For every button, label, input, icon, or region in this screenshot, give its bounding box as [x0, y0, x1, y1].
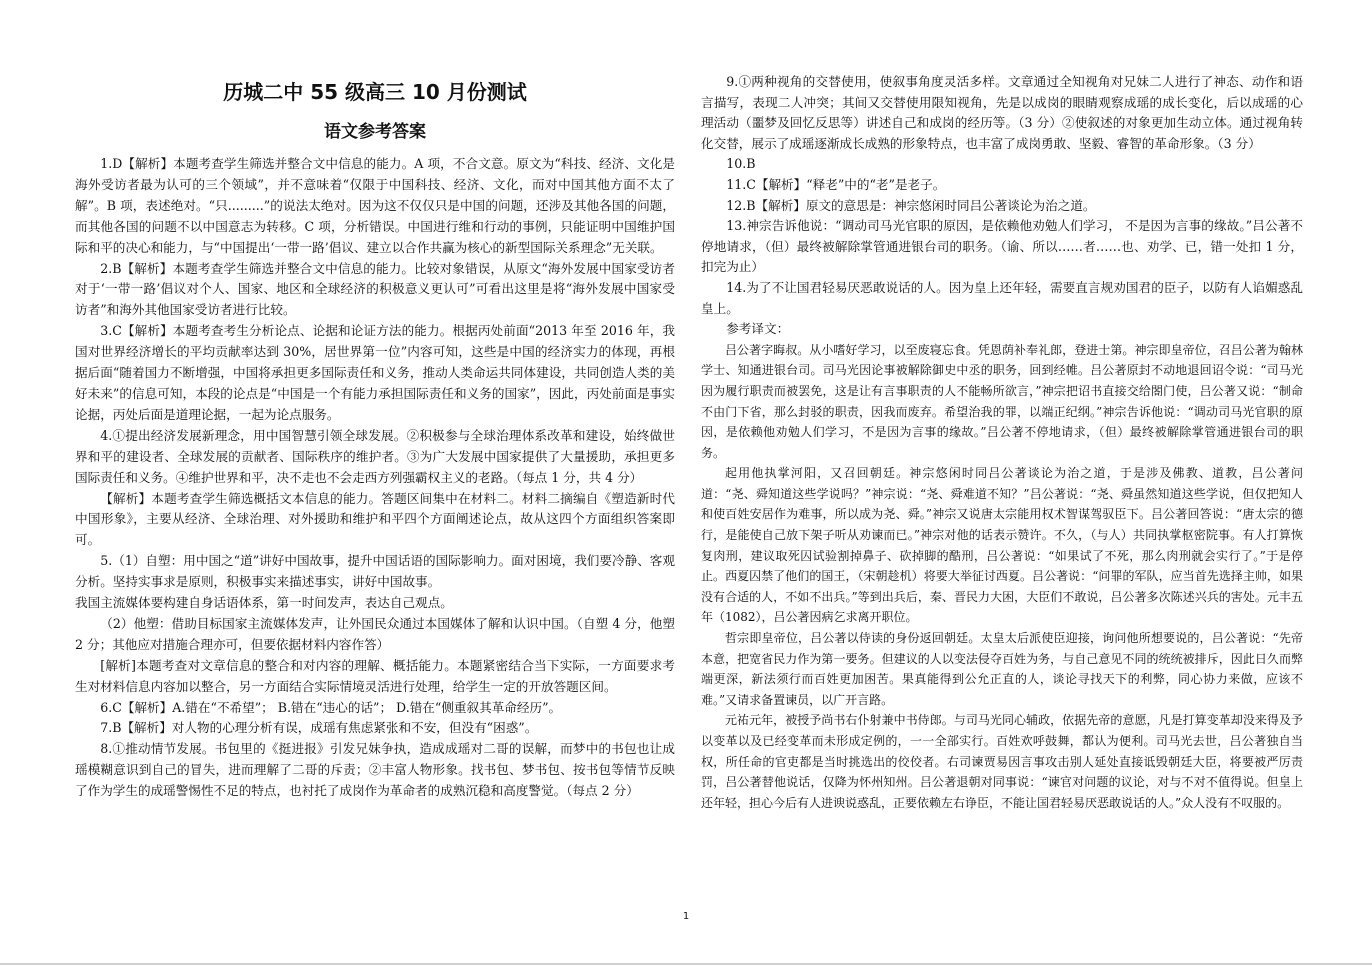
- page-title: 历城二中 55 级高三 10 月份测试: [223, 80, 527, 104]
- translation-heading: 参考译文：: [726, 321, 790, 337]
- translation-paragraph: 起用他执掌河阳，又召回朝廷。神宗悠闲时同吕公著谈论为治之道，于是涉及佛教、道教，吕公著问道：“尧、舜知道这些学说吗？”神宗说：“尧、舜难道不知？”吕公著说：“尧、舜虽然知道这些学说，但仅把知人和使百姓安居作为难事，所以成为尧、舜。”神宗又说唐太宗能用权术智谋驾驭臣下。吕公著回答说：“唐太宗的德行，是能使自己放下架子听从劝谏而已。”神宗对他的话表示赞许。不久，（与人）共同执掌枢密院事。有人打算恢复肉刑，建议取死囚试验割掉鼻子、砍掉脚的酷刑，吕公著说：“如果试了不死，那么肉刑就会实行了。”于是停止。西夏囚禁了他们的国王，（宋朝趁机）将要大举征讨西夏。吕公著说：“问罪的军队，应当首先选择主帅，如果没有合适的人，不如不出兵。”等到出兵后，秦、晋民力大困，大臣们不敢说，吕公著多次陈述兴兵的害处。元丰五年（1082），吕公著因病乞求离开职位。: [701, 466, 1303, 625]
- translation-body: [701, 340, 1303, 814]
- answer-5-analysis: [解析]本题考查对文章信息的整合和对内容的理解、概括能力。本题紧密结合当下实际，一方面要求考生对材料信息内容加以整合，另一方面结合实际情境灵活进行处理，给学生一定的开放答题区间。: [75, 657, 675, 694]
- translation-paragraph: 元祐元年，被授予尚书右仆射兼中书侍郎。与司马光同心辅政，依据先帝的意愿，凡是打算变革却没来得及予以变革以及已经变革而未形成定例的，一一全部实行。百姓欢呼鼓舞，都认为便利。司马光去世，吕公著独自当权，所任命的官吏都是当时挑选出的佼佼者。右司谏贾易因言事攻击别人延处直接诋毁朝廷大臣，将要被严厉责罚，吕公著替他说话，仅降为怀州知州。吕公著退朝对同事说：“谏官对问题的议论，对与不对不值得说。但皇上还年轻，担心今后有人进谀说惑乱，正要依赖左右诤臣，不能让国君轻易厌恶敢说话的人。”众人没有不叹服的。: [701, 713, 1303, 810]
- answer-12: 12.B【解析】原文的意思是：神宗悠闲时同吕公著谈论为治之道。: [726, 197, 1096, 213]
- translation-paragraph: 吕公著字晦叔。从小嗜好学习，以至废寝忘食。凭恩荫补奉礼郎，登进士第。神宗即皇帝位，召吕公著为翰林学士、知通进银台司。司马光因论事被解除御史中丞的职务，回到经帷。吕公著原封不动地退回诏令说：“司马光因为履行职责而被罢免，这是让有言事职责的人不能畅所欲言，”神宗把诏书直接交给閤门使，吕公著又说：“制命不由门下省，那么封驳的职责，因我而废弃。希望治我的罪，以端正纪纲。”神宗告诉他说：“调动司马光官职的原因，是依赖他劝勉人们学习，不是因为言事的缘故。”吕公著不停地请求，（但）最终被解除掌管通进银台司的职务。: [701, 342, 1303, 460]
- answer-11: 11.C【解析】“释老”中的“老”是老子。: [726, 176, 946, 192]
- answer-13: 13.神宗告诉他说：“调动司马光官职的原因，是依赖他劝勉人们学习， 不是因为言事的缘故。”吕公著不停地请求，（但）最终被解除掌管通进银台司的职务。（谕、所以……者……也、劝学、已，错一处扣 1 分，扣完为止）: [701, 218, 1303, 275]
- answer-6: 6.C【解析】A.错在“不希望”； B.错在“违心的话”； D.错在“侧重叙其革命经历”。: [100, 699, 562, 715]
- answer-14: 14.为了不让国君轻易厌恶敢说话的人。因为皇上还年轻，需要直言规劝国君的臣子，以防有人谄媚惑乱皇上。: [701, 279, 1303, 316]
- answer-1: 1.D【解析】本题考查学生筛选并整合文中信息的能力。A 项，不合文意。原文为“科技、经济、文化是海外受访者最为认可的三个领域”，并不意味着“仅限于中国科技、经济、文化，而对中国其他方面不太了解”。B 项，表述绝对。“只.........”的说法太绝对。因为这不仅仅只是中国的问题，还涉及其他各国的问题，而其他各国的问题不以中国意志为转移。C 项，分析错误。中国进行维和行动的事例，只能证明中国维护国际和平的决心和能力，与“中国提出‘一带一路’倡议、建立以合作共赢为核心的新型国际关系理念”无关联。: [75, 156, 675, 255]
- answer-4-analysis: 【解析】本题考查学生筛选概括文本信息的能力。答题区间集中在材料二。材料二摘编自《塑造新时代中国形象》，主要从经济、全球治理、对外援助和维护和平四个方面阐述论点，故从这四个方面组织答案即可。: [75, 490, 675, 548]
- right-column: [701, 72, 1303, 813]
- page-bottom-divider: [0, 963, 1372, 965]
- answer-4: 4.①提出经济发展新理念，用中国智慧引领全球发展。②积极参与全球治理体系改革和建设，始终做世界和平的建设者、全球发展的贡献者、国际秩序的维护者。③为广大发展中国家提供了大量援助，承担更多国际责任和义务。④维护世界和平，决不走也不会走西方列强霸权主义的老路。（每点 1 分，共 4 分）: [75, 427, 675, 485]
- answer-7: 7.B【解析】对人物的心理分析有误，成瑶有焦虑紧张和不安，但没有“困惑”。: [100, 720, 538, 736]
- answer-5-part1: 5.（1）自塑：用中国之“道”讲好中国故事，提升中国话语的国际影响力。面对困境，我们要冷静、客观分析。坚持实事求是原则，积极事实来描述事实，讲好中国故事。: [75, 553, 675, 590]
- answer-9: 9.①两种视角的交替使用，使叙事角度灵活多样。文章通过全知视角对兄妹二人进行了神态、动作和语言描写，表现二人冲突；其间又交替使用限知视角，先是以成岗的眼睛观察成瑶的成长变化，后以成瑶的心理活动（噩梦及回忆反思等）讲述自己和成岗的经历等。（3 分）②使叙述的对象更加生动立体。通过视角转化交替，展示了成瑶逐渐成长成熟的形象特点，也丰富了成岗勇敢、坚毅、睿智的革命形象。（3 分）: [701, 74, 1303, 151]
- page-number: 1: [682, 911, 690, 922]
- translation-paragraph: 哲宗即皇帝位，吕公著以侍读的身份返回朝廷。太皇太后派使臣迎接，询问他所想要说的，吕公著说：“先帝本意，把宽省民力作为第一要务。但建议的人以变法侵夺百姓为务，与自己意见不同的统统被排斥，因此日久而弊端更深，新法须行而百姓更加困苦。果真能得到公允正直的人，谈论寻找天下的利弊，同心协力来做，应该不难。”又请求备置谏员，以广开言路。: [701, 631, 1303, 707]
- answer-5-part1-extra: 我国主流媒体要构建自身话语体系，第一时间发声，表达自己观点。: [75, 595, 453, 611]
- answer-3: 3.C【解析】本题考查考生分析论点、论据和论证方法的能力。根据丙处前面“2013 年至 2016 年，我国对世界经济增长的平均贡献率达到 30%，居世界第一位”内容可知，这些是中国的经济实力的体现，再根据后面“随着国力不断增强，中国将承担更多国际责任和义务，推动人类命运共同体建设，共同创造人类的美好未来”的信息可知，本段的论点是“中国是一个有能力承担国际责任和义务的国家”，因此，丙处前面是事实论据，丙处后面是道理论据，一起为论点服务。: [75, 323, 675, 422]
- answer-5-part2: （2）他塑：借助目标国家主流媒体发声，让外国民众通过本国媒体了解和认识中国。（自塑 4 分，他塑 2 分；其他应对措施合理亦可，但要依据材料内容作答）: [75, 615, 675, 652]
- answer-2: 2.B【解析】本题考查学生筛选并整合文中信息的能力。比较对象错误，从原文“海外发展中国家受访者对于‘一带一路’倡议对个人、国家、地区和全球经济的积极意义更认可”可看出这里是将“海外发展中国家受访者”和海外其他国家受访者进行比较。: [75, 260, 675, 318]
- page-subtitle: 语文参考答案: [324, 122, 426, 142]
- answer-10: 10.B: [726, 156, 756, 172]
- answer-8: 8.①推动情节发展。书包里的《挺进报》引发兄妹争执，造成成瑶对二哥的误解，而梦中的书包也让成瑶模糊意识到自己的冒失，进而理解了二哥的斥责；②丰富人物形象。找书包、梦书包、按书包等情节反映了作为学生的成瑶警惕性不足的特点，也衬托了成岗作为革命者的成熟沉稳和高度警觉。（每点 2 分）: [75, 741, 675, 799]
